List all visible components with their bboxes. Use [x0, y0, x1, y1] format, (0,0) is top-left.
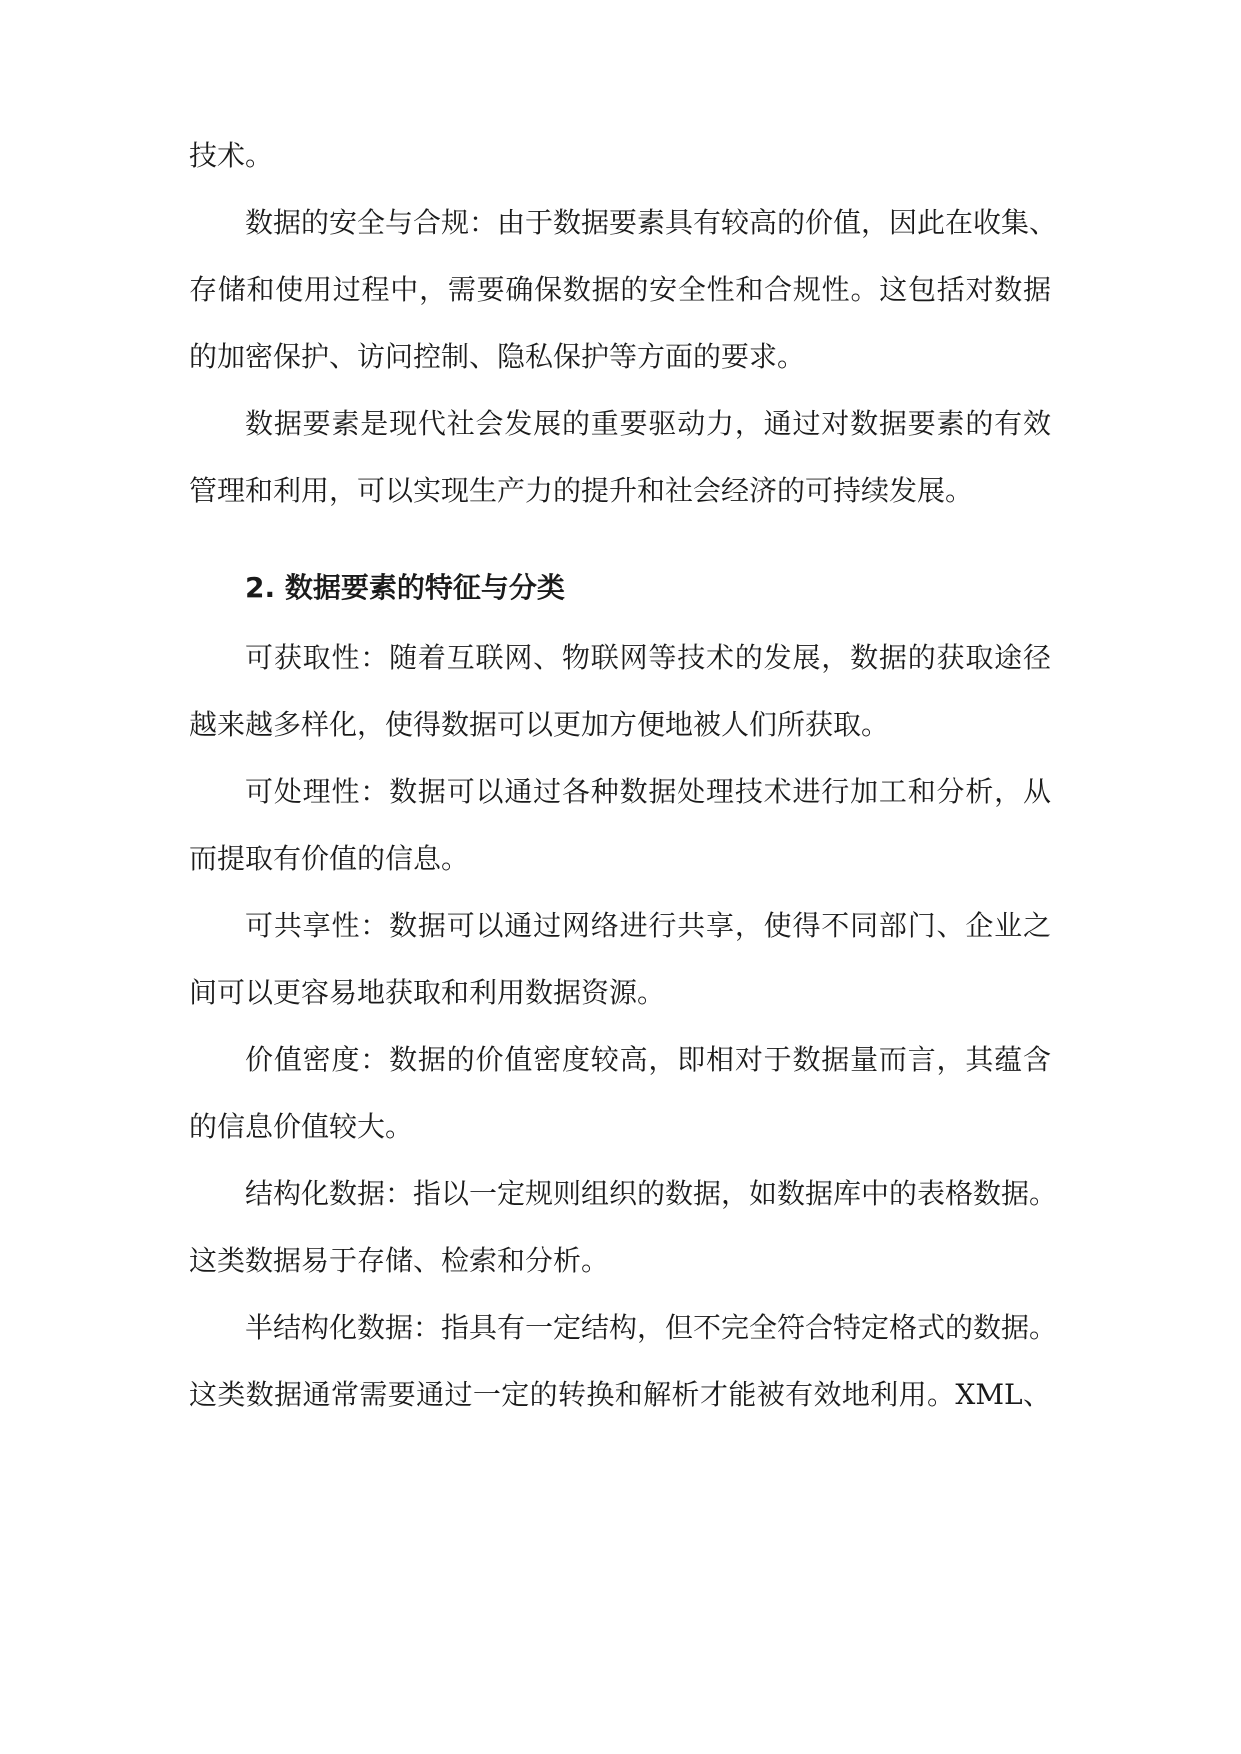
paragraph-line: 可处理性：数据可以通过各种数据处理技术进行加工和分析，从 [245, 775, 1051, 808]
paragraph-line: 数据的安全与合规：由于数据要素具有较高的价值，因此在收集、 [245, 206, 1058, 239]
paragraph-line: 间可以更容易地获取和利用数据资源。 [189, 976, 666, 1009]
paragraph-line: 这类数据通常需要通过一定的转换和解析才能被有效地利用。XML、 [189, 1378, 1051, 1411]
paragraph-line: 价值密度：数据的价值密度较高，即相对于数据量而言，其蕴含 [245, 1043, 1051, 1076]
paragraph-line: 数据要素是现代社会发展的重要驱动力，通过对数据要素的有效 [245, 407, 1051, 440]
paragraph-line: 管理和利用，可以实现生产力的提升和社会经济的可持续发展。 [189, 474, 974, 507]
paragraph-line: 可获取性：随着互联网、物联网等技术的发展，数据的获取途径 [245, 641, 1051, 674]
paragraph-line: 这类数据易于存储、检索和分析。 [189, 1244, 610, 1277]
paragraph-line: 存储和使用过程中，需要确保数据的安全性和合规性。这包括对数据 [189, 273, 1051, 306]
paragraph-line: 越来越多样化，使得数据可以更加方便地被人们所获取。 [189, 708, 890, 741]
section-heading: 2. 数据要素的特征与分类 [245, 571, 565, 604]
paragraph-line: 结构化数据：指以一定规则组织的数据，如数据库中的表格数据。 [245, 1177, 1058, 1210]
paragraph-line: 技术。 [189, 139, 274, 172]
paragraph-line: 可共享性：数据可以通过网络进行共享，使得不同部门、企业之 [245, 909, 1051, 942]
paragraph-line: 的信息价值较大。 [189, 1110, 414, 1143]
paragraph-line: 而提取有价值的信息。 [189, 842, 470, 875]
paragraph-line: 半结构化数据：指具有一定结构，但不完全符合特定格式的数据。 [245, 1311, 1058, 1344]
paragraph-line: 的加密保护、访问控制、隐私保护等方面的要求。 [189, 340, 806, 373]
